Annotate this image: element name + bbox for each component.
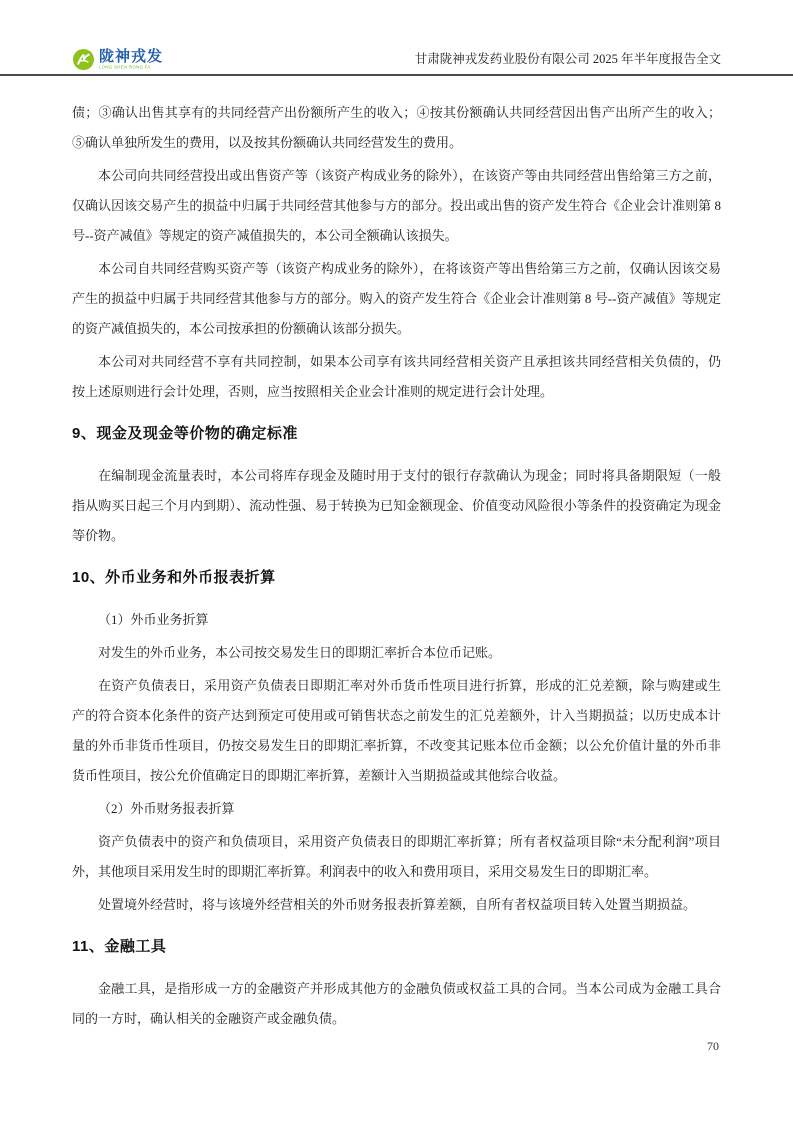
- logo-text: [99, 49, 193, 70]
- body-paragraph: 本公司对共同经营不享有共同控制，如果本公司享有该共同经营相关资产且承担该共同经营相关负债的，仍按上述原则进行会计处理，否则，应当按照相关企业会计准则的规定进行会计处理。: [72, 354, 721, 399]
- body-paragraph: 金融工具，是指形成一方的金融资产并形成其他方的金融负债或权益工具的合同。当本公司成为金融工具合同的一方时，确认相关的金融资产或金融负债。: [72, 981, 721, 1026]
- body-paragraph: 本公司自共同经营购买资产等（该资产构成业务的除外），在将该资产等出售给第三方之前，仅确认因该交易产生的损益中归属于共同经营其他参与方的部分。购入的资产发生符合《企业会计准则第 8 号--资产减值》等规定的资产减值损失的，本公司按承担的份额确认该部分损失。: [72, 261, 721, 336]
- brand-name-cn: 陇神戎发: [99, 48, 164, 65]
- document-title: 甘肃陇神戎发药业股份有限公司 2025 年半年度报告全文: [414, 52, 721, 66]
- logo-bird-icon: [72, 48, 95, 71]
- company-logo: [72, 48, 193, 71]
- sub-item-label: （2）外币财务报表折算: [98, 801, 235, 816]
- body-paragraph: 在资产负债表日，采用资产负债表日即期汇率对外币货币性项目进行折算，形成的汇兑差额，除与购建或生产的符合资本化条件的资产达到预定可使用或可销售状态之前发生的汇兑差额外，计入当期损益；以历史成本计量的外币非货币性项目，仍按交易发生日的即期汇率折算，不改变其记账本位币金额；以公允价值计量的外币非货币性项目，按公允价值确定日的即期汇率折算，差额计入当期损益或其他综合收益。: [72, 678, 721, 783]
- section-heading-11: 11、金融工具: [72, 938, 167, 955]
- page-number: 70: [707, 1039, 719, 1053]
- section-heading-10: 10、外币业务和外币报表折算: [72, 569, 276, 586]
- body-paragraph: 资产负债表中的资产和负债项目，采用资产负债表日的即期汇率折算；所有者权益项目除“未分配利润”项目外，其他项目采用发生时的即期汇率折算。利润表中的收入和费用项目，采用交易发生日的即期汇率。: [72, 834, 721, 879]
- body-paragraph: 对发生的外币业务，本公司按交易发生日的即期汇率折合本位币记账。: [98, 645, 502, 660]
- body-paragraph: 处置境外经营时，将与该境外经营相关的外币财务报表折算差额，自所有者权益项目转入处置当期损益。: [98, 897, 697, 912]
- brand-name-en: LONG SHEN RONG FA: [99, 64, 151, 70]
- section-heading-9: 9、现金及现金等价物的确定标准: [72, 425, 298, 442]
- body-paragraph: 本公司向共同经营投出或出售资产等（该资产构成业务的除外），在该资产等由共同经营出售给第三方之前，仅确认因该交易产生的损益中归属于共同经营其他参与方的部分。投出或出售的资产发生符合《企业会计准则第 8 号--资产减值》等规定的资产减值损失的，本公司全额确认该损失。: [72, 168, 721, 243]
- sub-item-label: （1）外币业务折算: [98, 612, 209, 627]
- page-header: [0, 0, 793, 76]
- document-body: [0, 76, 793, 1034]
- body-paragraph: 债；③确认出售其享有的共同经营产出份额所产生的收入；④按其份额确认共同经营因出售产出所产生的收入；⑤确认单独所发生的费用，以及按其份额确认共同经营发生的费用。: [72, 105, 721, 150]
- body-paragraph: 在编制现金流量表时，本公司将库存现金及随时用于支付的银行存款确认为现金；同时将具备期限短（一般指从购买日起三个月内到期）、流动性强、易于转换为已知金额现金、价值变动风险很小等条件的投资确定为现金等价物。: [72, 468, 721, 543]
